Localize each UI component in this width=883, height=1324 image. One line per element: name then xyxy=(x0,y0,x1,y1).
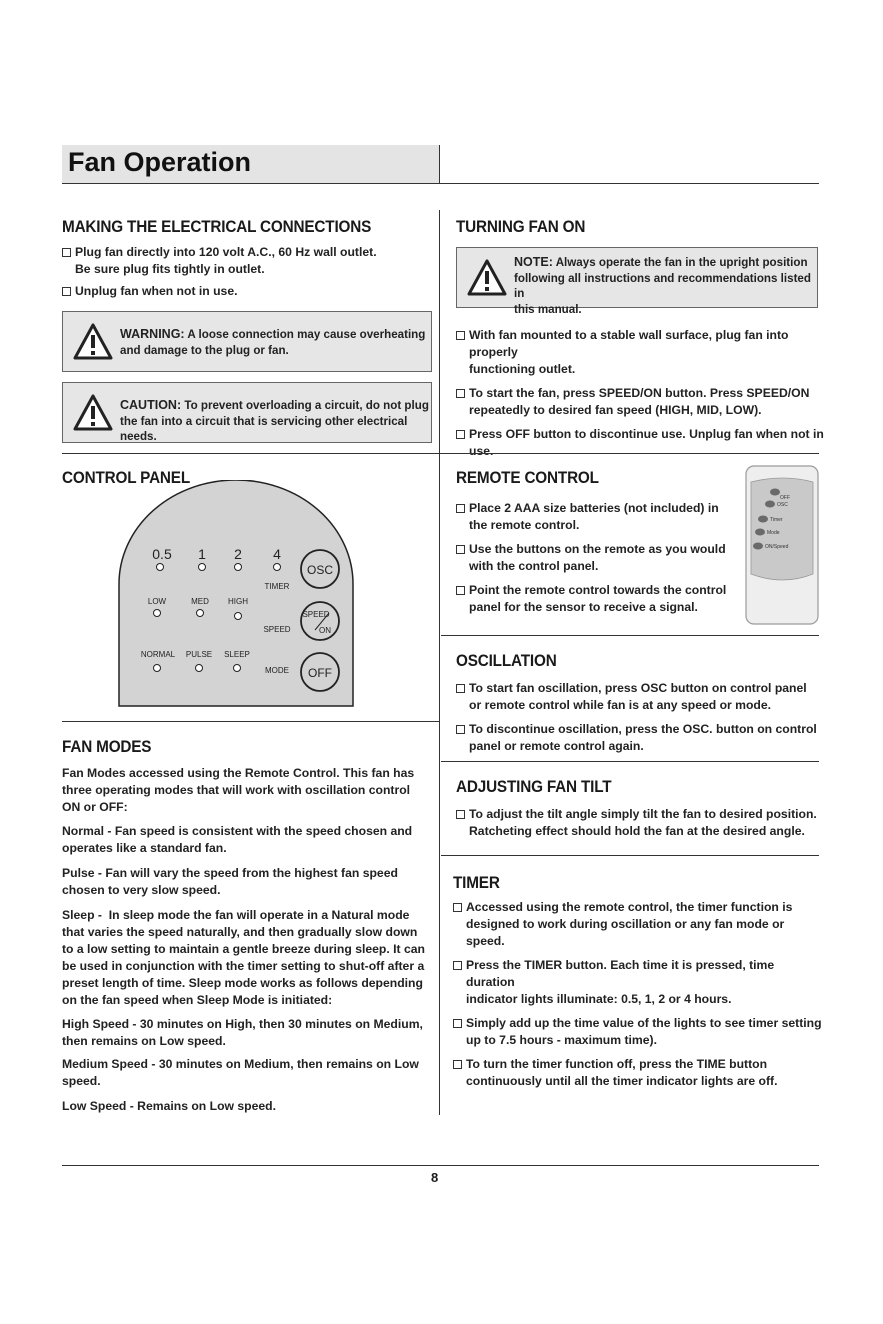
checkbox-icon xyxy=(453,961,462,970)
list-item: To start the fan, press SPEED/ON button. Press SPEED/ON repeatedly to desired fan speed (HIGH, MID, LOW). xyxy=(456,385,826,419)
timer-list xyxy=(453,899,825,1097)
mode-sleep: Sleep - In sleep mode the fan will operate in a Natural mode that varies the speed naturally, and then gradually slow down to a low setting to maintain a gentle breeze during sleep. It can be used in conjunction with the timer setting to shut-off after a preset length of time. Sleep mode works as follows depending on the fan speed when Sleep Mode is initiated: xyxy=(62,908,425,1007)
tilt-heading: ADJUSTING FAN TILT xyxy=(456,777,612,796)
timer-value-4b: 4 xyxy=(273,546,281,562)
title-divider xyxy=(439,145,440,183)
mode-label-pulse: PULSE xyxy=(185,650,213,659)
list-item: Point the remote control towards the control panel for the sensor to receive a signal. xyxy=(456,582,731,616)
control-panel-heading: CONTROL PANEL xyxy=(62,468,190,487)
list-item: Unplug fan when not in use. xyxy=(62,283,432,300)
indicator-light xyxy=(235,613,242,620)
footer-rule xyxy=(62,1165,819,1166)
remote-label-timer: Timer xyxy=(770,517,783,523)
list-item: Place 2 AAA size batteries (not included) in the remote control. xyxy=(456,500,731,534)
remote-list xyxy=(456,500,731,623)
mode-label-normal: NORMAL xyxy=(140,650,176,659)
remote-label-on-speed: ON/Speed xyxy=(765,544,789,550)
section-rule xyxy=(62,453,819,454)
list-item: To start fan oscillation, press OSC button on control panel or remote control while fan is at any speed or mode. xyxy=(456,680,826,714)
fan-modes-heading: FAN MODES xyxy=(62,737,152,756)
page-number: 8 xyxy=(431,1170,439,1185)
indicator-light xyxy=(235,564,242,571)
checkbox-icon xyxy=(456,810,465,819)
timer-value-1: 1 xyxy=(198,546,206,562)
mode-high-speed: High Speed - 30 minutes on High, then 30 minutes on Medium, then remains on Low speed. xyxy=(62,1017,423,1048)
list-item: Simply add up the time value of the lights to see timer setting up to 7.5 hours - maximum time). xyxy=(453,1015,825,1049)
speed-label-med: MED xyxy=(191,597,209,606)
electrical-heading: MAKING THE ELECTRICAL CONNECTIONS xyxy=(62,217,372,236)
remote-control-image xyxy=(743,464,821,626)
warning-icon xyxy=(73,393,113,431)
caution-box: CAUTION: To prevent overloading a circuit, do not plug the fan into a circuit that is servicing other electrical needs. xyxy=(62,382,432,443)
indicator-light xyxy=(157,564,164,571)
indicator-light xyxy=(196,665,203,672)
mode-medium-speed: Medium Speed - 30 minutes on Medium, then remains on Low speed. xyxy=(62,1057,419,1088)
list-item: Press the TIMER button. Each time it is pressed, time duration indicator lights illuminate: 0.5, 1, 2 or 4 hours. xyxy=(453,957,825,1008)
mode-normal: Normal - Fan speed is consistent with the speed chosen and operates like a standard fan. xyxy=(62,824,413,855)
warning-icon xyxy=(73,322,113,360)
section-rule xyxy=(441,855,819,856)
svg-text:SPEED: SPEED xyxy=(302,610,330,619)
checkbox-icon xyxy=(453,903,462,912)
oscillation-list xyxy=(456,680,826,762)
speed-label-low: LOW xyxy=(147,597,167,606)
column-divider xyxy=(439,210,440,1115)
remote-label-osc: OSC xyxy=(777,502,788,508)
row-label-speed: SPEED xyxy=(263,625,291,634)
electrical-list xyxy=(62,244,432,307)
checkbox-icon xyxy=(456,725,465,734)
warning-box: WARNING: A loose connection may cause overheating and damage to the plug or fan. xyxy=(62,311,432,372)
svg-text:ON: ON xyxy=(319,626,331,635)
indicator-light xyxy=(197,610,204,617)
list-item: To turn the timer function off, press the TIME button continuously until all the timer indicator lights are off. xyxy=(453,1056,825,1090)
indicator-light xyxy=(199,564,206,571)
list-item: Accessed using the remote control, the timer function is designed to work during oscillation or any fan mode or speed. xyxy=(453,899,825,950)
timer-value-2: 2 xyxy=(234,546,242,562)
turning-on-heading: TURNING FAN ON xyxy=(456,217,586,236)
checkbox-icon xyxy=(456,545,465,554)
list-item: To adjust the tilt angle simply tilt the fan to desired position. Ratcheting effect should hold the fan at the desired angle. xyxy=(456,806,826,840)
turning-on-list xyxy=(456,327,826,467)
indicator-light xyxy=(154,610,161,617)
checkbox-icon xyxy=(456,430,465,439)
remote-heading: REMOTE CONTROL xyxy=(456,468,599,487)
svg-text:OSC: OSC xyxy=(306,563,334,577)
section-rule xyxy=(441,761,819,762)
fan-modes-intro: Fan Modes accessed using the Remote Control. This fan has three operating modes that will work with oscillation control ON or OFF: xyxy=(62,766,415,814)
checkbox-icon xyxy=(456,331,465,340)
list-item: To discontinue oscillation, press the OSC. button on control panel or remote control again. xyxy=(456,721,826,755)
timer-value-0.5: 0.5 xyxy=(152,546,172,562)
speed-label-high: HIGH xyxy=(228,597,248,606)
caution-label: CAUTION: xyxy=(120,398,182,412)
note-label: NOTE: xyxy=(514,255,553,269)
page-title: Fan Operation xyxy=(68,147,252,177)
checkbox-icon xyxy=(62,287,71,296)
list-item: With fan mounted to a stable wall surface, plug fan into properly functioning outlet. xyxy=(456,327,826,378)
checkbox-icon xyxy=(62,248,71,257)
warning-label: WARNING: xyxy=(120,327,185,341)
control-panel-diagram xyxy=(115,480,357,708)
row-label-mode: MODE xyxy=(265,666,289,675)
checkbox-icon xyxy=(456,504,465,513)
mode-pulse: Pulse - Fan will vary the speed from the highest fan speed chosen to very slow speed. xyxy=(62,866,398,897)
checkbox-icon xyxy=(456,684,465,693)
indicator-light xyxy=(274,564,281,571)
list-item: Use the buttons on the remote as you would with the control panel. xyxy=(456,541,731,575)
remote-label-off: OFF xyxy=(780,495,790,501)
title-rule xyxy=(62,183,819,184)
warning-icon xyxy=(467,258,507,296)
checkbox-icon xyxy=(456,389,465,398)
mode-label-sleep: SLEEP xyxy=(224,650,250,659)
checkbox-icon xyxy=(456,586,465,595)
timer-heading: TIMER xyxy=(453,873,500,892)
checkbox-icon xyxy=(453,1060,462,1069)
oscillation-heading: OSCILLATION xyxy=(456,651,557,670)
indicator-light xyxy=(154,665,161,672)
list-item: Press OFF button to discontinue use. Unplug fan when not in use. xyxy=(456,426,826,460)
note-box: NOTE: Always operate the fan in the upright position following all instructions and recommendations listed in this manual. xyxy=(456,247,818,308)
section-rule xyxy=(62,721,439,722)
svg-text:OFF: OFF xyxy=(308,666,332,680)
tilt-list xyxy=(456,806,826,847)
remote-label-mode: Mode xyxy=(767,530,780,536)
section-rule xyxy=(441,635,819,636)
mode-low-speed: Low Speed - Remains on Low speed. xyxy=(62,1099,277,1113)
row-label-timer: TIMER xyxy=(264,582,290,591)
indicator-light xyxy=(234,665,241,672)
list-item: Plug fan directly into 120 volt A.C., 60 Hz wall outlet. Be sure plug fits tightly in outlet. xyxy=(62,244,432,278)
checkbox-icon xyxy=(453,1019,462,1028)
